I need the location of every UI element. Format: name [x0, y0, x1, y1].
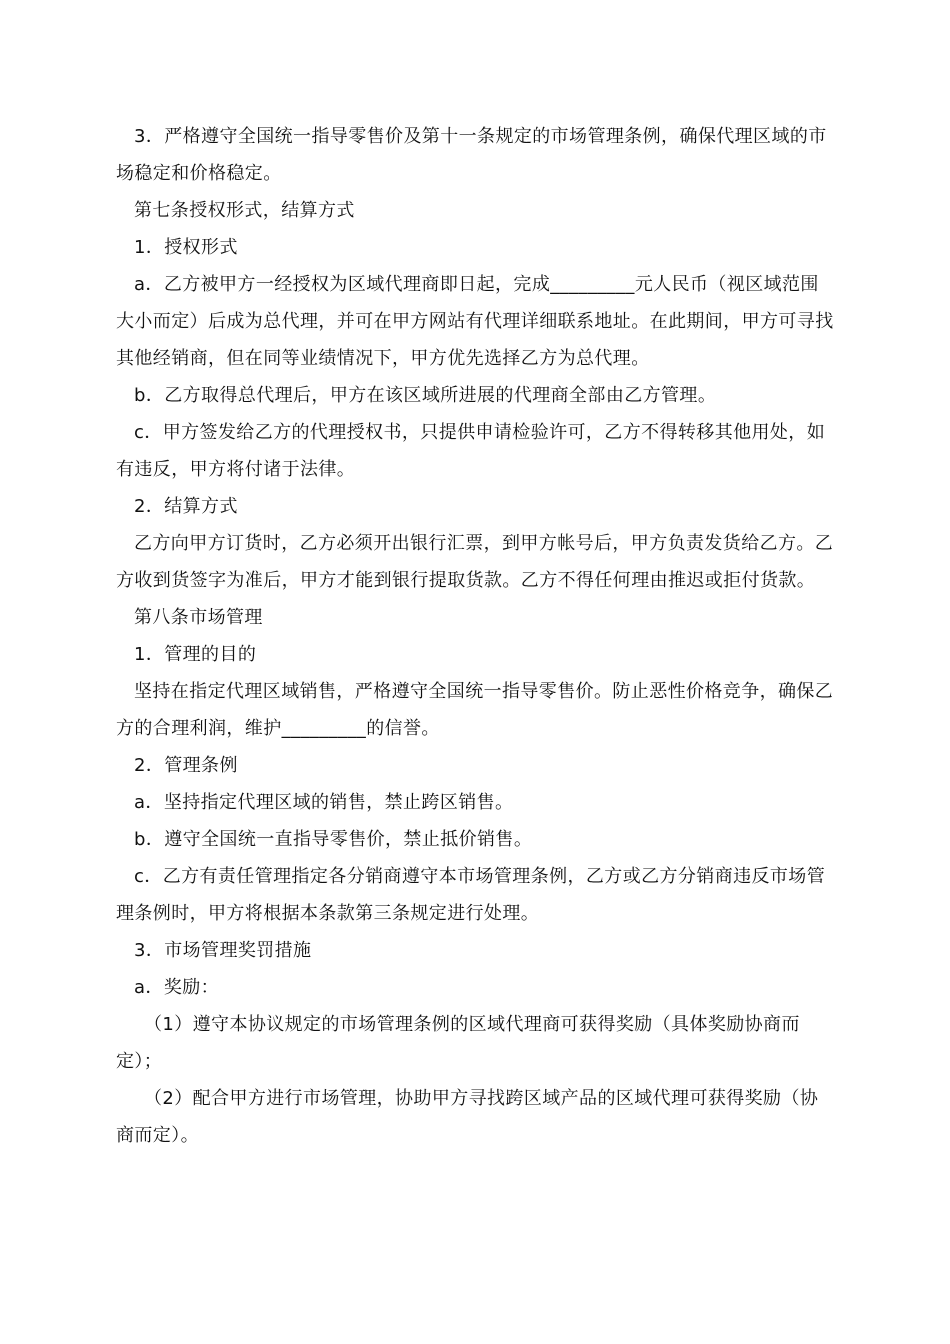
- article-8-heading: 第八条市场管理: [134, 607, 263, 628]
- reward-heading: a．奖励：: [134, 977, 220, 998]
- settlement-paragraph: 乙方向甲方订货时，乙方必须开出银行汇票，到甲方帐号后，甲方负责发货给乙方。乙方收到货签字为准后，甲方才能到银行提取货款。乙方不得任何理由推迟或拒付货款。: [116, 533, 834, 591]
- reward-item-2: （2）配合甲方进行市场管理，协助甲方寻找跨区域产品的区域代理可获得奖励（协商而定）。: [116, 1088, 819, 1146]
- article-8-item-b: b．遵守全国统一直指导零售价，禁止抵价销售。: [134, 829, 533, 850]
- article-7-item-c: c．甲方签发给乙方的代理授权书，只提供申请检验许可，乙方不得转移其他用处，如有违反，甲方将付诸于法律。: [116, 422, 826, 480]
- article-8-item-a: a．坚持指定代理区域的销售，禁止跨区销售。: [134, 792, 514, 813]
- article-7-section-2-heading: 2．结算方式: [134, 496, 238, 517]
- clause-6-item-3: 3．严格遵守全国统一指导零售价及第十一条规定的市场管理条例，确保代理区域的市场稳定和价格稳定。: [116, 126, 827, 184]
- reward-item-1: （1）遵守本协议规定的市场管理条例的区域代理商可获得奖励（具体奖励协商而定）；: [116, 1014, 800, 1072]
- article-8-section-1-heading: 1．管理的目的: [134, 644, 257, 665]
- article-8-section-2-heading: 2．管理条例: [134, 755, 238, 776]
- article-7-heading: 第七条授权形式，结算方式: [134, 200, 355, 221]
- management-purpose-paragraph: 坚持在指定代理区域销售，严格遵守全国统一指导零售价。防止恶性价格竞争，确保乙方的合理利润，维护_________的信誉。: [116, 681, 834, 739]
- article-8-section-3-heading: 3．市场管理奖罚措施: [134, 940, 312, 961]
- article-8-item-c: c．乙方有责任管理指定各分销商遵守本市场管理条例，乙方或乙方分销商违反市场管理条例时，甲方将根据本条款第三条规定进行处理。: [116, 866, 826, 924]
- article-7-item-b: b．乙方取得总代理后，甲方在该区域所进展的代理商全部由乙方管理。: [134, 385, 717, 406]
- document-body: [116, 118, 836, 1154]
- article-7-section-1-heading: 1．授权形式: [134, 237, 238, 258]
- article-7-item-a: a．乙方被甲方一经授权为区域代理商即日起，完成_________元人民币（视区域范围大小而定）后成为总代理，并可在甲方网站有代理详细联系地址。在此期间，甲方可寻找其他经销商，但在同等业绩情况下，甲方优先选择乙方为总代理。: [116, 274, 834, 369]
